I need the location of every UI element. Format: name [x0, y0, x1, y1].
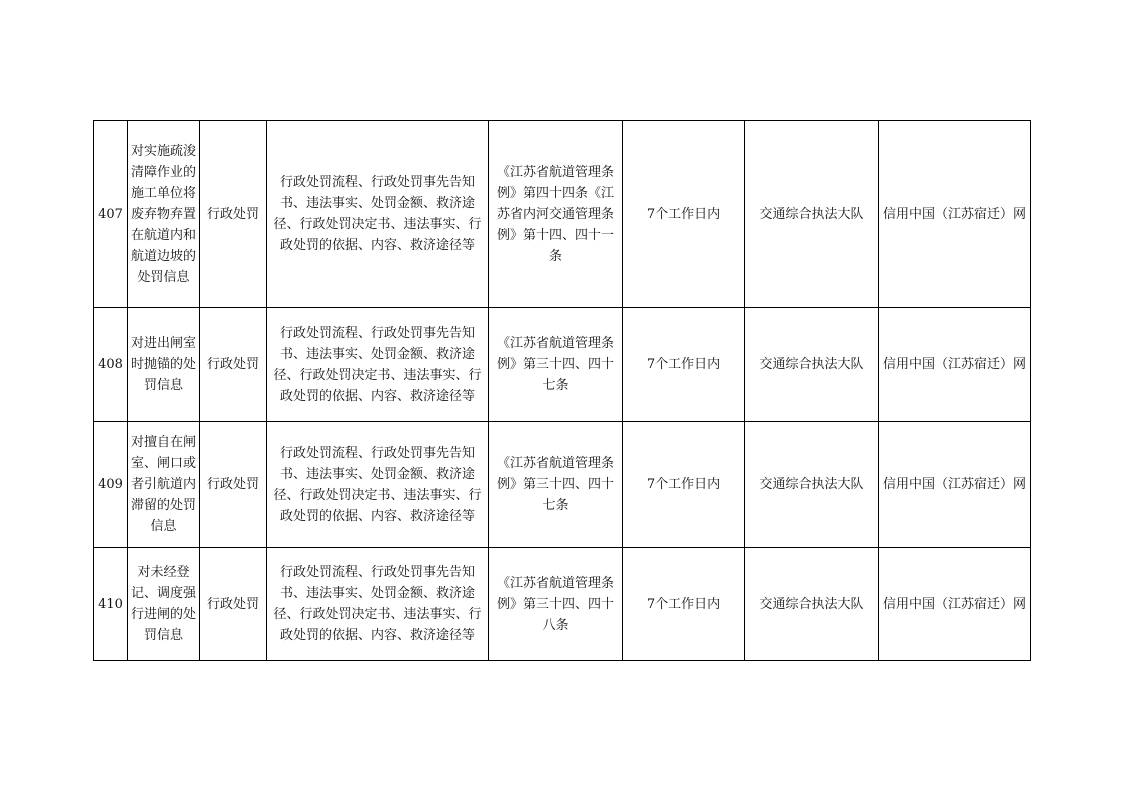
- disclosure-content: 行政处罚流程、行政处罚事先告知书、违法事实、处罚金额、救济途径、行政处罚决定书、违法事实、行政处罚的依据、内容、救济途径等: [267, 548, 489, 661]
- item-name: 对未经登记、调度强行进闸的处罚信息: [128, 548, 200, 661]
- disclosure-channel: 信用中国（江苏宿迁）网: [879, 308, 1031, 422]
- row-number: 407: [94, 121, 128, 308]
- time-limit: 7个工作日内: [623, 548, 745, 661]
- legal-basis: 《江苏省航道管理条例》第三十四、四十八条: [489, 548, 623, 661]
- disclosure-content: 行政处罚流程、行政处罚事先告知书、违法事实、处罚金额、救济途径、行政处罚决定书、违法事实、行政处罚的依据、内容、救济途径等: [267, 121, 489, 308]
- table-row: [94, 548, 1031, 661]
- disclosure-channel: 信用中国（江苏宿迁）网: [879, 422, 1031, 548]
- time-limit: 7个工作日内: [623, 422, 745, 548]
- legal-basis: 《江苏省航道管理条例》第三十四、四十七条: [489, 422, 623, 548]
- time-limit: 7个工作日内: [623, 308, 745, 422]
- item-name: 对进出闸室时抛锚的处罚信息: [128, 308, 200, 422]
- disclosure-content: 行政处罚流程、行政处罚事先告知书、违法事实、处罚金额、救济途径、行政处罚决定书、违法事实、行政处罚的依据、内容、救济途径等: [267, 422, 489, 548]
- item-name: 对实施疏浚清障作业的施工单位将废弃物弃置在航道内和航道边坡的处罚信息: [128, 121, 200, 308]
- responsible-department: 交通综合执法大队: [745, 308, 879, 422]
- legal-basis: 《江苏省航道管理条例》第三十四、四十七条: [489, 308, 623, 422]
- disclosure-table: [93, 120, 1031, 661]
- item-category: 行政处罚: [200, 308, 267, 422]
- legal-basis: 《江苏省航道管理条例》第四十四条《江苏省内河交通管理条例》第十四、四十一条: [489, 121, 623, 308]
- responsible-department: 交通综合执法大队: [745, 422, 879, 548]
- item-category: 行政处罚: [200, 121, 267, 308]
- item-category: 行政处罚: [200, 422, 267, 548]
- item-category: 行政处罚: [200, 548, 267, 661]
- row-number: 410: [94, 548, 128, 661]
- row-number: 408: [94, 308, 128, 422]
- table-row: [94, 121, 1031, 308]
- disclosure-channel: 信用中国（江苏宿迁）网: [879, 121, 1031, 308]
- table-row: [94, 422, 1031, 548]
- responsible-department: 交通综合执法大队: [745, 121, 879, 308]
- time-limit: 7个工作日内: [623, 121, 745, 308]
- responsible-department: 交通综合执法大队: [745, 548, 879, 661]
- item-name: 对擅自在闸室、闸口或者引航道内滞留的处罚信息: [128, 422, 200, 548]
- row-number: 409: [94, 422, 128, 548]
- disclosure-channel: 信用中国（江苏宿迁）网: [879, 548, 1031, 661]
- table-row: [94, 308, 1031, 422]
- disclosure-content: 行政处罚流程、行政处罚事先告知书、违法事实、处罚金额、救济途径、行政处罚决定书、违法事实、行政处罚的依据、内容、救济途径等: [267, 308, 489, 422]
